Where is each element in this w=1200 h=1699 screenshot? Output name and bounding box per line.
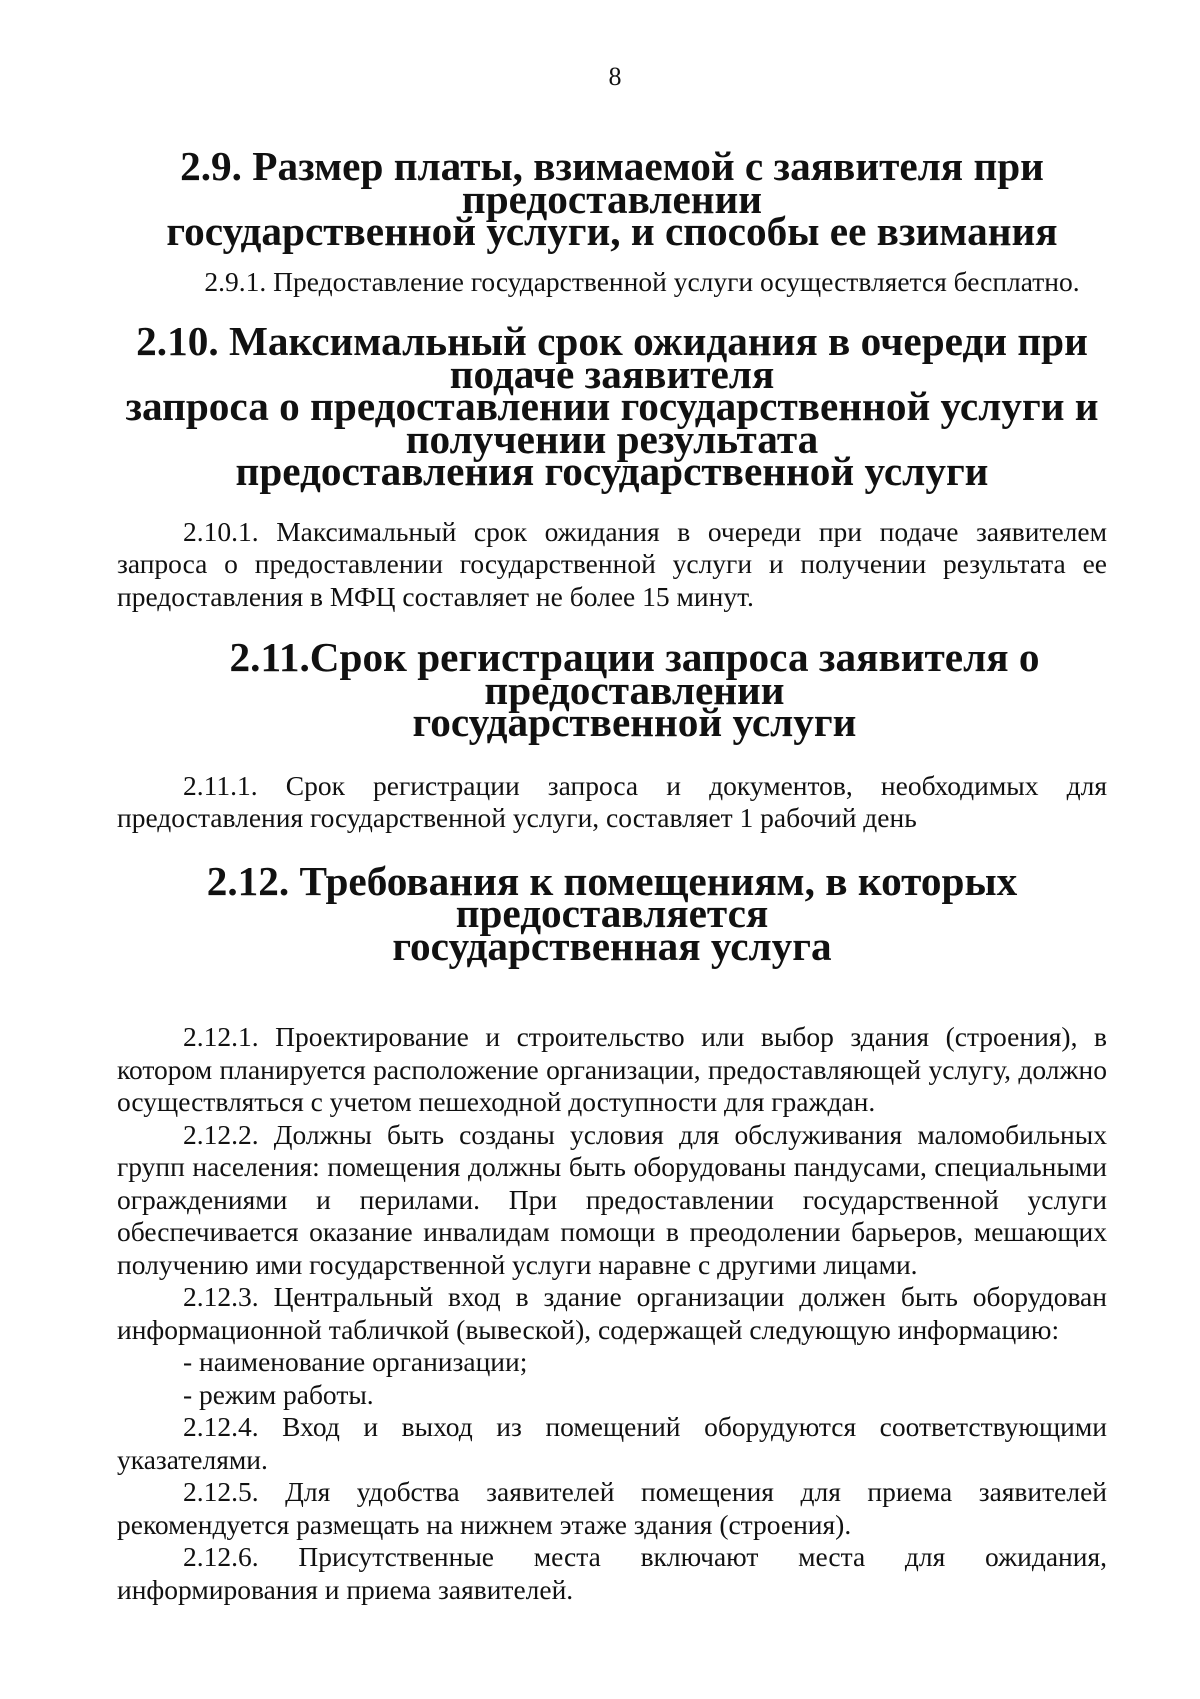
paragraph-2-12-5: 2.12.5. Для удобства заявителей помещения для приема заявителей рекомендуется размещать на нижнем этаже здания (строения). — [117, 1476, 1107, 1540]
heading-line: государственная услуга — [392, 922, 832, 969]
paragraph-2-12-3: 2.12.3. Центральный вход в здание организации должен быть оборудован информационной табличкой (вывеской), содержащей следующую информацию: — [117, 1281, 1107, 1345]
section-heading-2-11 — [117, 634, 1107, 745]
heading-line: государственной услуги — [412, 699, 857, 745]
heading-line: 2.12. Требования к помещениям, в которых предоставляется — [206, 857, 1018, 936]
list-item: - режим работы. — [183, 1378, 374, 1410]
list-item: - наименование организации; — [183, 1346, 528, 1377]
paragraph-2-10-1: 2.10.1. Максимальный срок ожидания в очереди при подаче заявителем запроса о предоставлении государственной услуги и получении результата ее предоставления в МФЦ составляет не более 15 минут. — [117, 515, 1107, 612]
document-body — [117, 143, 1107, 1606]
heading-line: 2.11.Срок регистрации запроса заявителя о предоставлении — [229, 634, 1040, 713]
paragraph-2-12-2: 2.12.2. Должны быть созданы условия для обслуживания маломобильных групп населения: помещения должны быть оборудованы пандусами, специальными ограждениями и перилами. При предоставлении государственной услуги обеспечивается оказание инвалидам помощи в преодолении барьеров, мешающих получению ими государственной услуги наравне с другими лицами. — [117, 1118, 1107, 1280]
section-heading-2-10 — [117, 318, 1107, 494]
paragraph-2-9-1: 2.9.1. Предоставление государственной услуги осуществляется бесплатно. — [204, 265, 1080, 297]
heading-line: запроса о предоставлении государственной услуги и получении результата — [125, 383, 1099, 462]
paragraph-2-11-1: 2.11.1. Срок регистрации запроса и документов, необходимых для предоставления государственной услуги, составляет 1 рабочий день — [117, 769, 1107, 833]
section-heading-2-12 — [117, 857, 1107, 969]
paragraph-2-12-6: 2.12.6. Присутственные места включают места для ожидания, информирования и приема заявителей. — [117, 1541, 1107, 1605]
heading-line: 2.10. Максимальный срок ожидания в очереди при подаче заявителя — [136, 318, 1088, 397]
section-heading-2-9 — [117, 143, 1107, 254]
page-number: 8 — [608, 62, 622, 91]
heading-line: государственной услуги, и способы ее взимания — [166, 208, 1058, 254]
heading-line: 2.9. Размер платы, взимаемой с заявителя при предоставлении — [180, 143, 1044, 222]
paragraph-2-12-1: 2.12.1. Проектирование и строительство или выбор здания (строения), в котором планируется расположение организации, предоставляющей услугу, должно осуществляться с учетом пешеходной доступности для граждан. — [117, 1021, 1107, 1117]
paragraph-2-12-4: 2.12.4. Вход и выход из помещений оборудуются соответствующими указателями. — [117, 1411, 1107, 1475]
heading-line: предоставления государственной услуги — [235, 448, 989, 494]
